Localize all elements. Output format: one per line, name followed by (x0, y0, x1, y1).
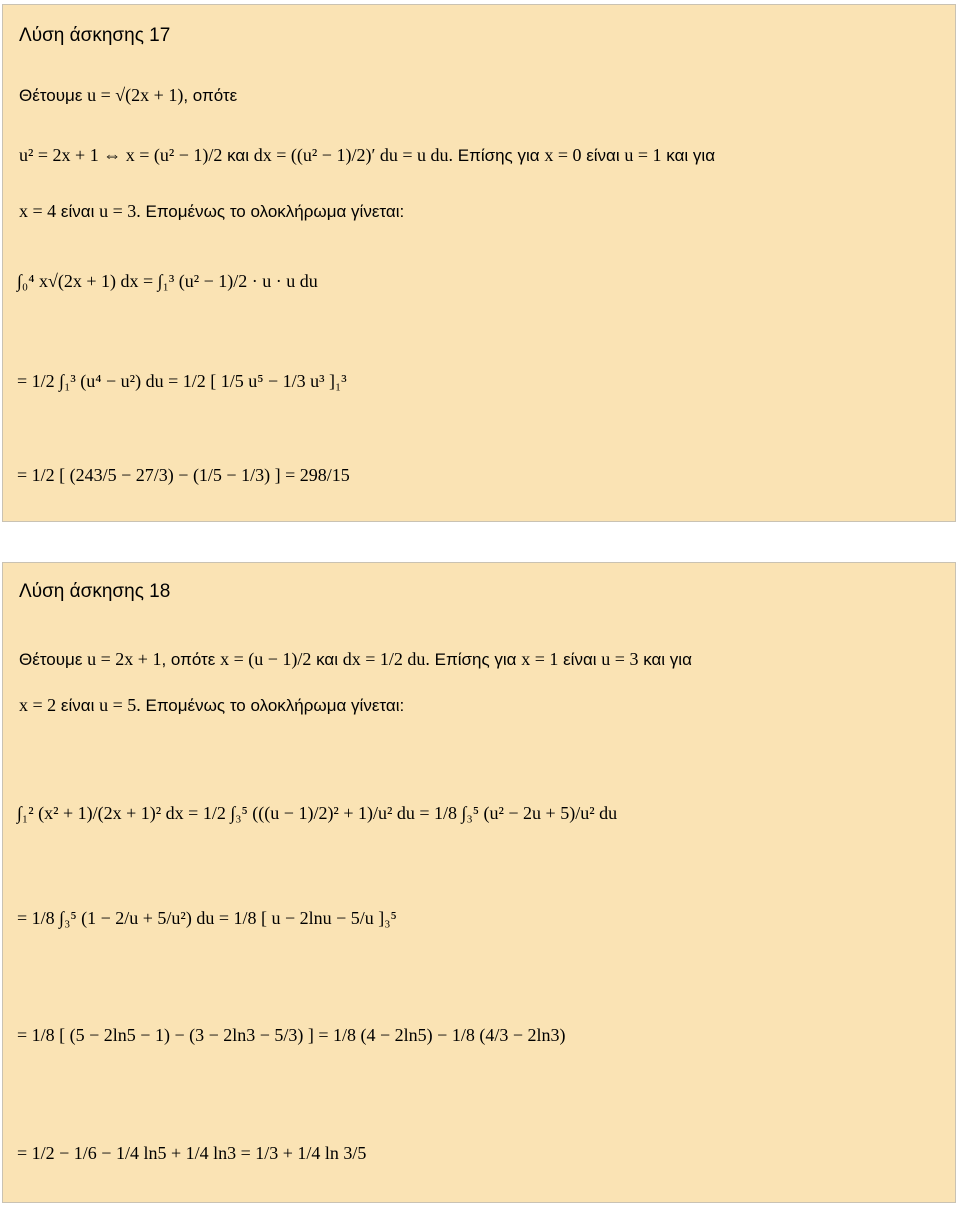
text-integral-becomes: Επομένως το ολοκλήρωμα γίνεται: (145, 202, 405, 221)
substitution-line (19, 85, 237, 106)
math-x-lower: x = 1 (521, 649, 559, 669)
math-x-lower: x = 0 (544, 145, 582, 165)
differential-line (19, 145, 715, 166)
limits-line (19, 695, 404, 716)
text-then: , οπότε (183, 86, 238, 105)
text-is: είναι (60, 202, 95, 221)
math-u-upper: u = 3. (99, 201, 141, 221)
equation-18-1: ∫₁² (x² + 1)/(2x + 1)² dx = 1/2 ∫₃⁵ (((u − 1)/2)² + 1)/u² du = 1/8 ∫₃⁵ (u² − 2u + 5)/u² du (17, 803, 618, 823)
equation-18-3: = 1/8 [ (5 − 2ln5 − 1) − (3 − 2ln3 − 5/3) ] = 1/8 (4 − 2ln5) − 1/8 (4/3 − 2ln3) (17, 1025, 566, 1045)
math-substitution: u = √(2x + 1) (87, 85, 184, 105)
text-integral-becomes: Επομένως το ολοκλήρωμα γίνεται: (145, 696, 405, 715)
solution-17-panel (2, 4, 956, 522)
solution-18-title: Λύση άσκησης 18 (19, 581, 171, 602)
text-set: Θέτουμε (19, 650, 83, 669)
math-u-upper: u = 5. (99, 695, 141, 715)
solution-18-panel (2, 562, 956, 1203)
math-x-upper: x = 2 (19, 695, 57, 715)
solution-17-title: Λύση άσκησης 17 (19, 25, 171, 46)
math-substitution: u = 2x + 1 (87, 649, 162, 669)
text-set: Θέτουμε (19, 86, 83, 105)
equation-17-2: = 1/2 ∫₁³ (u⁴ − u²) du = 1/2 [ 1/5 u⁵ − 1/3 u³ ]₁³ (17, 371, 347, 391)
equation-17-3: = 1/2 [ (243/5 − 27/3) − (1/5 − 1/3) ] = 298/15 (17, 465, 350, 485)
text-is: είναι (563, 650, 597, 669)
text-also-for: Επίσης για (434, 650, 517, 669)
text-and: και (316, 650, 339, 669)
text-is: είναι (60, 696, 95, 715)
equation-17-1: ∫₀⁴ x√(2x + 1) dx = ∫₁³ (u² − 1)/2 · u · u du (17, 271, 318, 291)
text-and-for: και για (643, 650, 692, 669)
equation-18-4: = 1/2 − 1/6 − 1/4 ln5 + 1/4 ln3 = 1/3 + 1/4 ln 3/5 (17, 1143, 367, 1163)
text-and-for: και για (666, 146, 716, 165)
math-u-lower: u = 1 (624, 145, 662, 165)
math-dx: dx = ((u² − 1)/2)′ du = u du. (253, 145, 454, 165)
equation-18-2: = 1/8 ∫₃⁵ (1 − 2/u + 5/u²) du = 1/8 [ u − 2lnu − 5/u ]₃⁵ (17, 908, 397, 928)
math-solve-x: x = (u − 1)/2 (220, 649, 312, 669)
text-then: , οπότε (161, 650, 216, 669)
text-is: είναι (586, 146, 620, 165)
math-u-lower: u = 3 (601, 649, 639, 669)
math-x-upper: x = 4 (19, 201, 57, 221)
math-solve-x: u² = 2x + 1 ⇔ x = (u² − 1)/2 (19, 145, 223, 165)
limits-line (19, 201, 404, 222)
text-also-for: Επίσης για (457, 146, 540, 165)
text-and: και (227, 146, 250, 165)
math-dx: dx = 1/2 du. (342, 649, 430, 669)
substitution-line (19, 649, 692, 670)
